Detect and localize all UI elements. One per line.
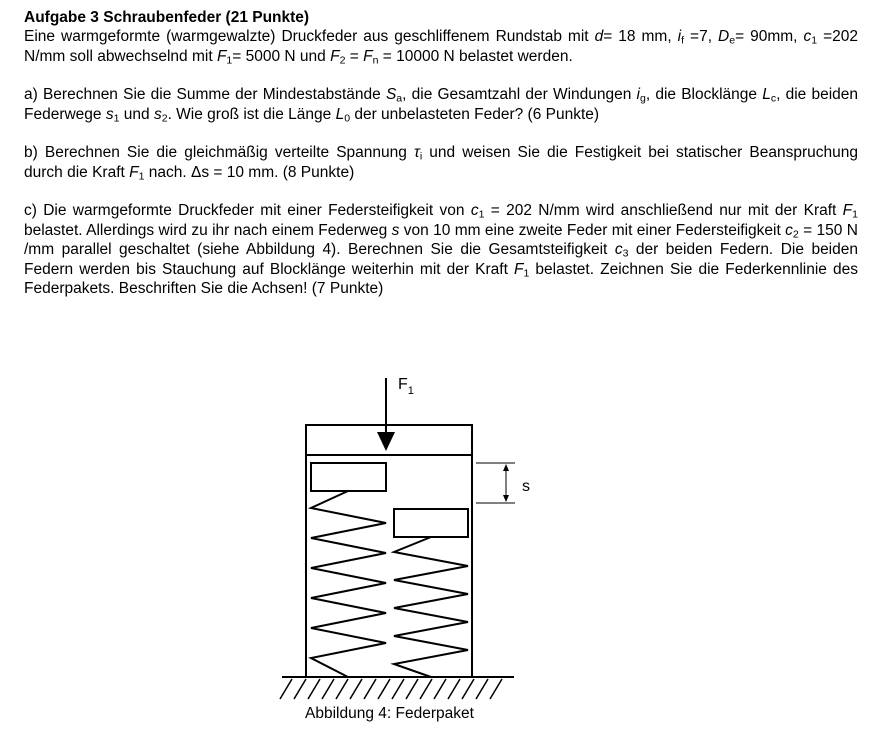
- exercise-document: [24, 8, 858, 299]
- symbol-c: c: [803, 28, 812, 45]
- subscript: 0: [344, 112, 351, 125]
- subscript: 3: [622, 247, 629, 260]
- symbol-d: d: [594, 28, 604, 45]
- symbol-s: s: [153, 105, 162, 123]
- symbol-s: s: [105, 105, 114, 123]
- subscript: 2: [161, 112, 168, 125]
- symbol-c: c: [785, 221, 793, 239]
- symbol-F: F: [842, 202, 853, 219]
- symbol-tau: τ: [414, 144, 420, 161]
- subscript: 1: [138, 170, 145, 183]
- spring-1-plate: [311, 463, 386, 491]
- dimension-s-label: s: [522, 478, 530, 495]
- part-a-text: und: [119, 105, 154, 123]
- symbol-S: S: [385, 86, 397, 103]
- symbol-i: i: [636, 86, 640, 103]
- part-b-paragraph: [24, 143, 858, 182]
- part-c-text: der beiden Federn. Die beiden Federn werden bis Stauchung auf Blocklänge weiterhin mit der Kraft: [24, 241, 858, 278]
- figure-caption: Abbildung 4: Federpaket: [305, 705, 474, 722]
- subscript: a: [396, 92, 403, 105]
- part-a-text: , die beiden Federwege: [24, 86, 858, 123]
- symbol-c: c: [470, 202, 479, 219]
- subscript: 2: [792, 228, 799, 241]
- subscript: 1: [226, 54, 233, 67]
- symbol-F: F: [216, 47, 227, 65]
- symbol-F: F: [129, 163, 139, 181]
- intro-text: = 5000 N und: [232, 47, 331, 65]
- symbol-i: i: [677, 28, 682, 45]
- spring-2-coil: [394, 537, 468, 677]
- subscript: i: [419, 150, 423, 163]
- subscript: 1: [113, 112, 120, 125]
- part-b-text: nach.: [144, 163, 191, 181]
- intro-paragraph: [24, 27, 858, 66]
- part-c-text: c) Die warmgeformte Druckfeder mit einer Federsteifigkeit von: [24, 202, 471, 219]
- subscript: g: [640, 92, 646, 105]
- intro-text: =7,: [684, 28, 718, 45]
- intro-text: =: [345, 47, 364, 65]
- subscript: 1: [811, 34, 818, 47]
- symbol-L: L: [762, 86, 771, 103]
- intro-text: = 10000 N belastet werden.: [378, 47, 573, 65]
- symbol-L: L: [335, 105, 345, 123]
- subscript: e: [729, 34, 736, 47]
- symbol-F: F: [330, 47, 340, 65]
- exercise-title: Aufgabe 3 Schraubenfeder (21 Punkte): [24, 9, 310, 26]
- subscript: f: [681, 34, 685, 47]
- symbol-s: s: [391, 221, 400, 239]
- intro-text: = 18 mm,: [603, 28, 678, 45]
- part-a-paragraph: [24, 85, 858, 124]
- part-c-paragraph: [24, 201, 858, 299]
- part-a-text: . Wie groß ist die Länge: [167, 105, 336, 123]
- spring-package-figure: [0, 370, 880, 733]
- spring-1-coil: [311, 491, 386, 677]
- part-b-text: Δs = 10 mm. (8 Punkte): [190, 163, 355, 181]
- subscript: n: [372, 54, 379, 67]
- subscript: 1: [478, 208, 485, 221]
- part-c-text: von 10 mm eine zweite Feder mit einer Federsteifigkeit: [399, 221, 786, 239]
- force-label: $F_1$: [398, 376, 414, 397]
- part-a-text: a) Berechnen Sie die Summe der Mindestabstände: [24, 86, 386, 103]
- force-arrow-head: [377, 432, 395, 451]
- intro-text: Eine warmgeformte (warmgewalzte) Druckfeder aus geschliffenem Rundstab mit: [24, 28, 595, 45]
- symbol-D: D: [718, 28, 730, 45]
- dimension-arrow-up: [503, 464, 509, 471]
- part-a-text: der unbelasteten Feder? (6 Punkte): [350, 105, 600, 123]
- subscript: 1: [523, 267, 530, 280]
- symbol-c: c: [614, 241, 623, 258]
- part-c-text: belastet. Allerdings wird zu ihr nach einem Federweg: [24, 221, 392, 239]
- subscript: c: [770, 92, 777, 105]
- spring-2-plate: [394, 509, 468, 537]
- intro-text: =202 N/mm soll abwechselnd mit: [24, 28, 859, 65]
- symbol-F: F: [514, 260, 524, 278]
- part-a-text: , die Gesamtzahl der Windungen: [402, 86, 637, 103]
- intro-text: = 90mm,: [735, 28, 804, 45]
- part-b-text: und weisen Sie die Festigkeit bei statischer Beanspruchung durch die Kraft: [24, 144, 858, 181]
- part-c-text: belastet. Zeichnen Sie die Federkennlinie des Federpakets. Beschriften Sie die Achsen! (7 Punkte): [24, 260, 858, 297]
- subscript: 1: [852, 208, 858, 221]
- part-c-text: = 202 N/mm wird anschließend nur mit der Kraft: [484, 202, 843, 219]
- dimension-arrow-down: [503, 495, 509, 502]
- subscript: 2: [339, 54, 346, 67]
- part-c-text: = 150 N /mm parallel geschaltet (siehe Abbildung 4). Berechnen Sie die Gesamtsteifigkeit: [24, 221, 858, 258]
- part-b-text: b) Berechnen Sie die gleichmäßig verteilte Spannung: [24, 144, 414, 161]
- part-a-text: , die Blocklänge: [645, 86, 763, 103]
- symbol-F: F: [363, 47, 373, 65]
- ground-hatching: [280, 679, 502, 699]
